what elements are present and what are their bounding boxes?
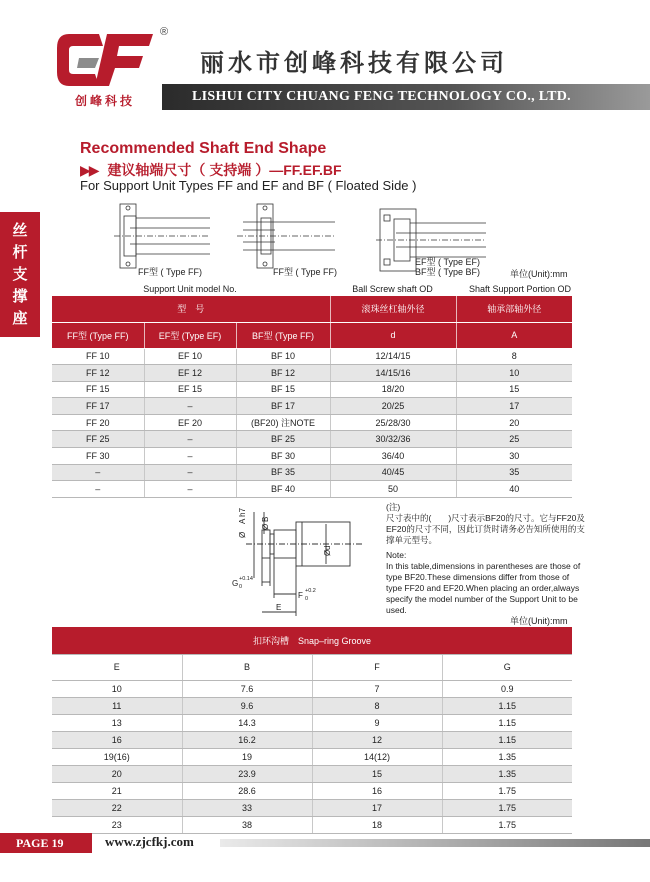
table-row	[52, 431, 572, 448]
table-cell: FF 25	[52, 431, 144, 448]
ff-unit-drawing-2	[235, 196, 335, 276]
table-cell: 14.3	[182, 714, 312, 731]
support-unit-table	[52, 296, 572, 498]
table-cell: EF 10	[144, 348, 236, 365]
table-cell: FF 30	[52, 448, 144, 465]
ff-type-label-2: FF型 ( Type FF)	[273, 267, 337, 277]
page-number: PAGE 19	[0, 833, 92, 853]
table-row	[52, 414, 572, 431]
table-cell: –	[144, 448, 236, 465]
note-en-title: Note:	[386, 550, 407, 560]
table-cell: 7	[312, 680, 442, 697]
table-cell: 33	[182, 799, 312, 816]
table-cell: 20/25	[330, 398, 456, 415]
caption-model: Support Unit model No.	[143, 284, 237, 294]
dim-g-tol-top: +0.14	[239, 576, 253, 582]
table-cell: BF 12	[236, 365, 330, 382]
table-cell: 30/32/36	[330, 431, 456, 448]
table-row	[52, 365, 572, 382]
note-cn-title: (注)	[386, 502, 401, 512]
table-cell: 1.35	[442, 748, 572, 765]
table-cell: BF 17	[236, 398, 330, 415]
website-link[interactable]: www.zjcfkj.com	[105, 834, 194, 849]
dim-d-phi: Ø	[323, 549, 332, 556]
ff-type-label: FF型 ( Type FF)	[138, 267, 202, 277]
page-footer	[0, 833, 650, 853]
unit-label-2: 单位(Unit):mm	[510, 616, 568, 626]
table-cell: –	[144, 481, 236, 498]
subheader-a: A	[456, 322, 572, 348]
table-cell: 1.75	[442, 816, 572, 833]
table-cell: 28.6	[182, 782, 312, 799]
table-cell: 30	[456, 448, 572, 465]
side-tab-char: 撑	[12, 287, 28, 305]
table-cell: BF 40	[236, 481, 330, 498]
footer-gradient-bar	[220, 839, 650, 847]
dim-g: G	[232, 579, 239, 588]
table-cell: 19(16)	[52, 748, 182, 765]
table-cell: 17	[456, 398, 572, 415]
table-cell: 9.6	[182, 697, 312, 714]
table-cell: 17	[312, 799, 442, 816]
registered-mark: ®	[160, 26, 169, 38]
snap-ring-table	[52, 627, 572, 834]
subheader-bf: BF型 (Type FF)	[236, 322, 330, 348]
section-subtitle: For Support Unit Types FF and EF and BF ( Floated Side )	[80, 178, 417, 193]
table-cell: 50	[330, 481, 456, 498]
table-cell: 16	[312, 782, 442, 799]
dim-b: B	[261, 516, 270, 522]
support-unit-table-body	[52, 348, 572, 497]
table-cell: 1.15	[442, 714, 572, 731]
table-cell: EF 15	[144, 381, 236, 398]
unit-label-1: 单位(Unit):mm	[510, 269, 568, 279]
table-cell: 10	[456, 365, 572, 382]
dim-b-phi: Ø	[261, 523, 270, 530]
table-cell: 38	[182, 816, 312, 833]
col-f: F	[312, 654, 442, 680]
subheader-ef: EF型 (Type EF)	[144, 322, 236, 348]
table-row	[52, 680, 572, 697]
table-row	[52, 464, 572, 481]
dim-e: E	[276, 603, 282, 612]
table-cell: 0.9	[442, 680, 572, 697]
table-cell: 9	[312, 714, 442, 731]
table-row	[52, 398, 572, 415]
table-cell: BF 25	[236, 431, 330, 448]
snap-ring-title-row	[52, 627, 572, 654]
table-cell: FF 10	[52, 348, 144, 365]
table-cell: 1.75	[442, 799, 572, 816]
header-shaft-od: 滚珠丝杠轴外径	[330, 296, 456, 322]
table-cell: 40/45	[330, 464, 456, 481]
section-title-en: Recommended Shaft End Shape	[80, 140, 327, 157]
logo-text: 创峰科技	[74, 94, 135, 108]
table-cell: –	[144, 431, 236, 448]
table-cell: 23	[52, 816, 182, 833]
shaft-end-drawing	[232, 498, 362, 623]
table-cell: 18/20	[330, 381, 456, 398]
note-en-body: In this table,dimensions in parentheses are those of type BF20.These dimensions differ from those of type FF20 and EF20.When placing an order,always specify the model number of the Support Unit to be used.	[386, 561, 581, 615]
header-model: 型 号	[52, 296, 330, 322]
table-cell: FF 12	[52, 365, 144, 382]
table-row	[52, 714, 572, 731]
dim-f-tol-top: +0.2	[305, 588, 316, 594]
col-g: G	[442, 654, 572, 680]
snap-ring-col-header-row	[52, 654, 572, 680]
table-cell: 40	[456, 481, 572, 498]
table-row	[52, 381, 572, 398]
dim-g-tol-bot: 0	[239, 584, 243, 590]
table-cell: EF 20	[144, 414, 236, 431]
snap-ring-title: 扣环沟槽 Snap–ring Groove	[52, 627, 572, 654]
table-cell: 16.2	[182, 731, 312, 748]
side-tab-char: 支	[12, 265, 28, 283]
table-cell: (BF20) 注NOTE	[236, 414, 330, 431]
table-row	[52, 765, 572, 782]
table-cell: 13	[52, 714, 182, 731]
table-cell: BF 35	[236, 464, 330, 481]
side-tab-char: 杆	[12, 243, 28, 261]
table-cell: 1.75	[442, 782, 572, 799]
note-cn-body: 尺寸表中的( )尺寸表示BF20的尺寸。它与FF20及EF20的尺寸不同，因此订货时请务必告知所使用的支撑单元型号。	[386, 513, 585, 545]
table-cell: 11	[52, 697, 182, 714]
section-title-cn	[80, 160, 342, 180]
table-cell: 14(12)	[312, 748, 442, 765]
table-cell: 35	[456, 464, 572, 481]
dim-d: d	[323, 545, 332, 550]
ff-unit-drawing	[110, 196, 210, 276]
table-cell: 19	[182, 748, 312, 765]
table-cell: 14/15/16	[330, 365, 456, 382]
table-cell: FF 17	[52, 398, 144, 415]
table-cell: EF 12	[144, 365, 236, 382]
company-name-en: LISHUI CITY CHUANG FENG TECHNOLOGY CO., LTD.	[162, 84, 650, 110]
table-cell: 15	[456, 381, 572, 398]
side-tab-char: 丝	[12, 221, 28, 239]
double-arrow-icon: ▶▶	[80, 162, 98, 178]
dim-a: A h7	[238, 507, 247, 524]
bf-type-label: BF型 ( Type BF)	[415, 267, 481, 277]
table-cell: –	[52, 464, 144, 481]
table-cell: FF 15	[52, 381, 144, 398]
table-cell: 15	[312, 765, 442, 782]
table-cell: 20	[456, 414, 572, 431]
table-cell: 16	[52, 731, 182, 748]
table-row	[52, 448, 572, 465]
table-cell: –	[144, 398, 236, 415]
section-title-cn-text: 建议轴端尺寸（ 支持端 ）—FF.EF.BF	[107, 162, 342, 178]
table-cell: 36/40	[330, 448, 456, 465]
table-cell: FF 20	[52, 414, 144, 431]
subheader-ff: FF型 (Type FF)	[52, 322, 144, 348]
table-row	[52, 697, 572, 714]
table-cell: 23.9	[182, 765, 312, 782]
subheader-d: d	[330, 322, 456, 348]
side-tab-char: 座	[12, 309, 28, 327]
table-row	[52, 481, 572, 498]
table-cell: –	[144, 464, 236, 481]
table-cell: 12	[312, 731, 442, 748]
table-cell: 1.15	[442, 697, 572, 714]
table-cell: 8	[312, 697, 442, 714]
side-category-tab	[0, 212, 40, 337]
table-cell: 10	[52, 680, 182, 697]
dim-f-tol-bot: 0	[305, 596, 309, 602]
table-cell: BF 30	[236, 448, 330, 465]
caption-shaft-od: Ball Screw shaft OD	[352, 284, 433, 294]
table-cell: 7.6	[182, 680, 312, 697]
table-cell: BF 10	[236, 348, 330, 365]
table-cell: 20	[52, 765, 182, 782]
table-subheader-row	[52, 322, 572, 348]
dim-f: F	[298, 591, 303, 600]
col-b: B	[182, 654, 312, 680]
table-cell: 18	[312, 816, 442, 833]
table-cell: 25/28/30	[330, 414, 456, 431]
table-row	[52, 348, 572, 365]
table-cell: 1.15	[442, 731, 572, 748]
table-cell: 12/14/15	[330, 348, 456, 365]
notes-block	[386, 502, 586, 616]
table-cell: BF 15	[236, 381, 330, 398]
snap-ring-table-body	[52, 680, 572, 833]
table-cell: 21	[52, 782, 182, 799]
table-row	[52, 816, 572, 833]
table-cell: 1.35	[442, 765, 572, 782]
table-row	[52, 731, 572, 748]
table-cell: 22	[52, 799, 182, 816]
table-row	[52, 782, 572, 799]
table-header-row	[52, 296, 572, 322]
ef-type-label: EF型 ( Type EF)	[415, 257, 481, 267]
table-cell: 25	[456, 431, 572, 448]
dim-a-phi: Ø	[238, 531, 247, 538]
table-row	[52, 799, 572, 816]
table-row	[52, 748, 572, 765]
company-name-cn: 丽水市创峰科技有限公司	[162, 40, 650, 80]
caption-support-od: Shaft Support Portion OD	[468, 284, 572, 294]
header-support-od: 轴承部轴外径	[456, 296, 572, 322]
table-cell: 8	[456, 348, 572, 365]
col-e: E	[52, 654, 182, 680]
table-cell: –	[52, 481, 144, 498]
